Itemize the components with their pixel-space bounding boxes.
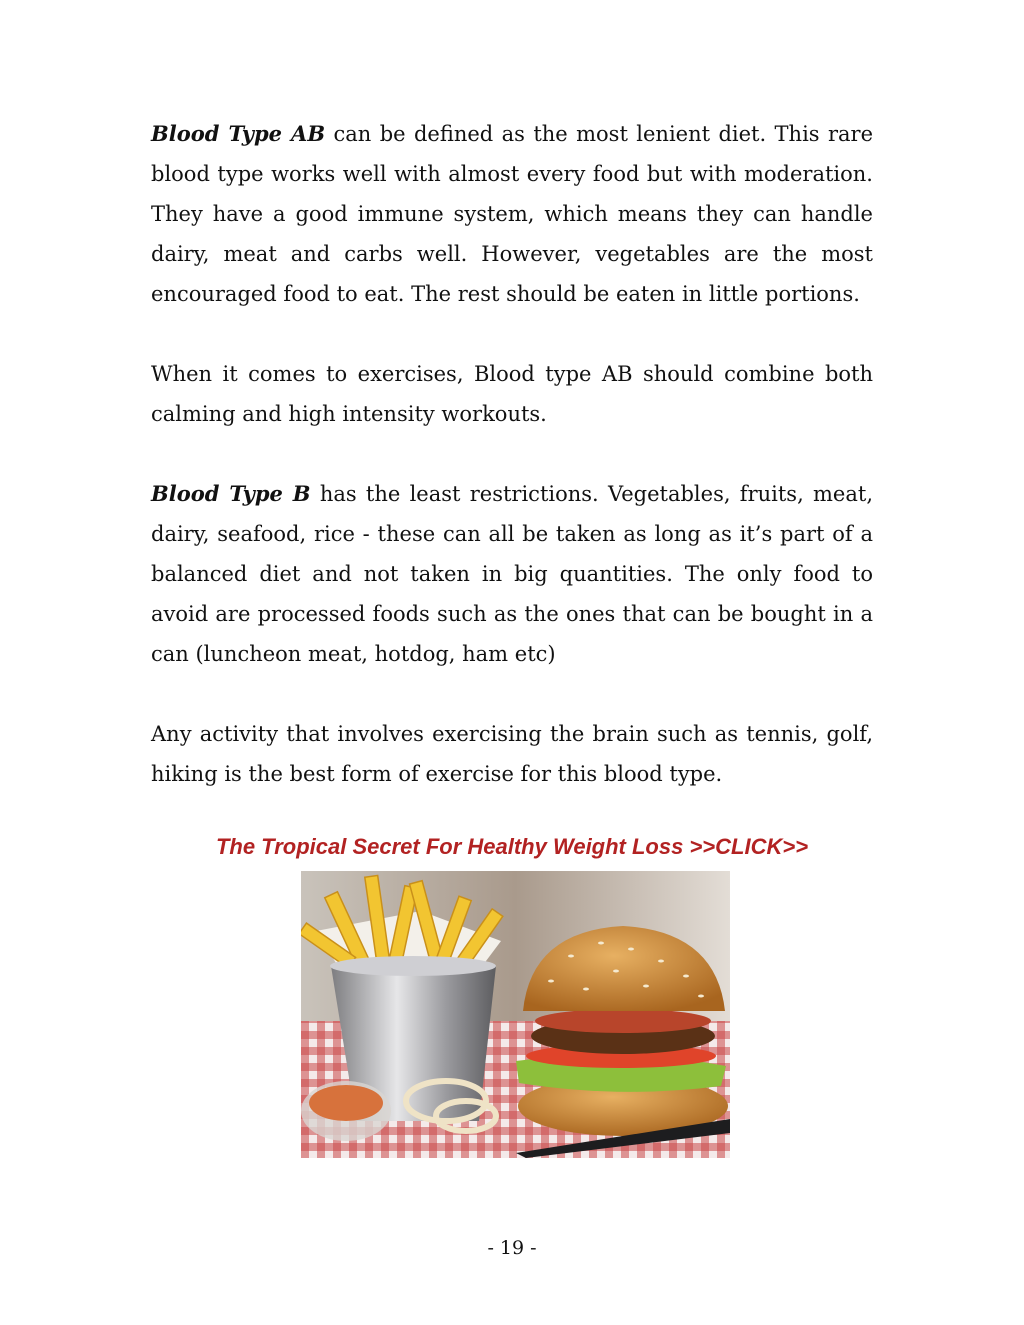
- paragraph-text: has the least restrictions. Vegetables, fruits, meat, dairy, seafood, rice - these can all be taken as long as it’s part of a balanced diet and not taken in big quantities. The only food to avoid are processed foods such as the ones that can be bought in a can (luncheon meat, hotdog, ham etc): [151, 482, 873, 666]
- promo-link[interactable]: The Tropical Secret For Healthy Weight Loss >>CLICK>>: [215, 834, 809, 859]
- burger-fries-illustration: [301, 871, 730, 1158]
- paragraph-lead: Blood Type B: [151, 481, 311, 506]
- page-number: - 19 -: [487, 1237, 537, 1259]
- paragraph-text: When it comes to exercises, Blood type AB should combine both calming and high intensity workouts.: [151, 362, 873, 426]
- paragraph-text: Any activity that involves exercising the brain such as tennis, golf, hiking is the best form of exercise for this blood type.: [151, 722, 873, 786]
- paragraph-blood-type-b: [151, 474, 873, 674]
- burger-fries-photo[interactable]: [301, 871, 730, 1158]
- paragraph-ab-exercise: [151, 354, 873, 434]
- paragraph-text: can be defined as the most lenient diet. This rare blood type works well with almost every food but with moderation. They have a good immune system, which means they can handle dairy, meat and carbs well. However, vegetables are the most encouraged food to eat. The rest should be eaten in little portions.: [151, 122, 874, 306]
- paragraph-b-exercise: [151, 714, 873, 794]
- paragraph-lead: Blood Type AB: [151, 121, 326, 146]
- paragraph-blood-type-ab: [151, 114, 873, 314]
